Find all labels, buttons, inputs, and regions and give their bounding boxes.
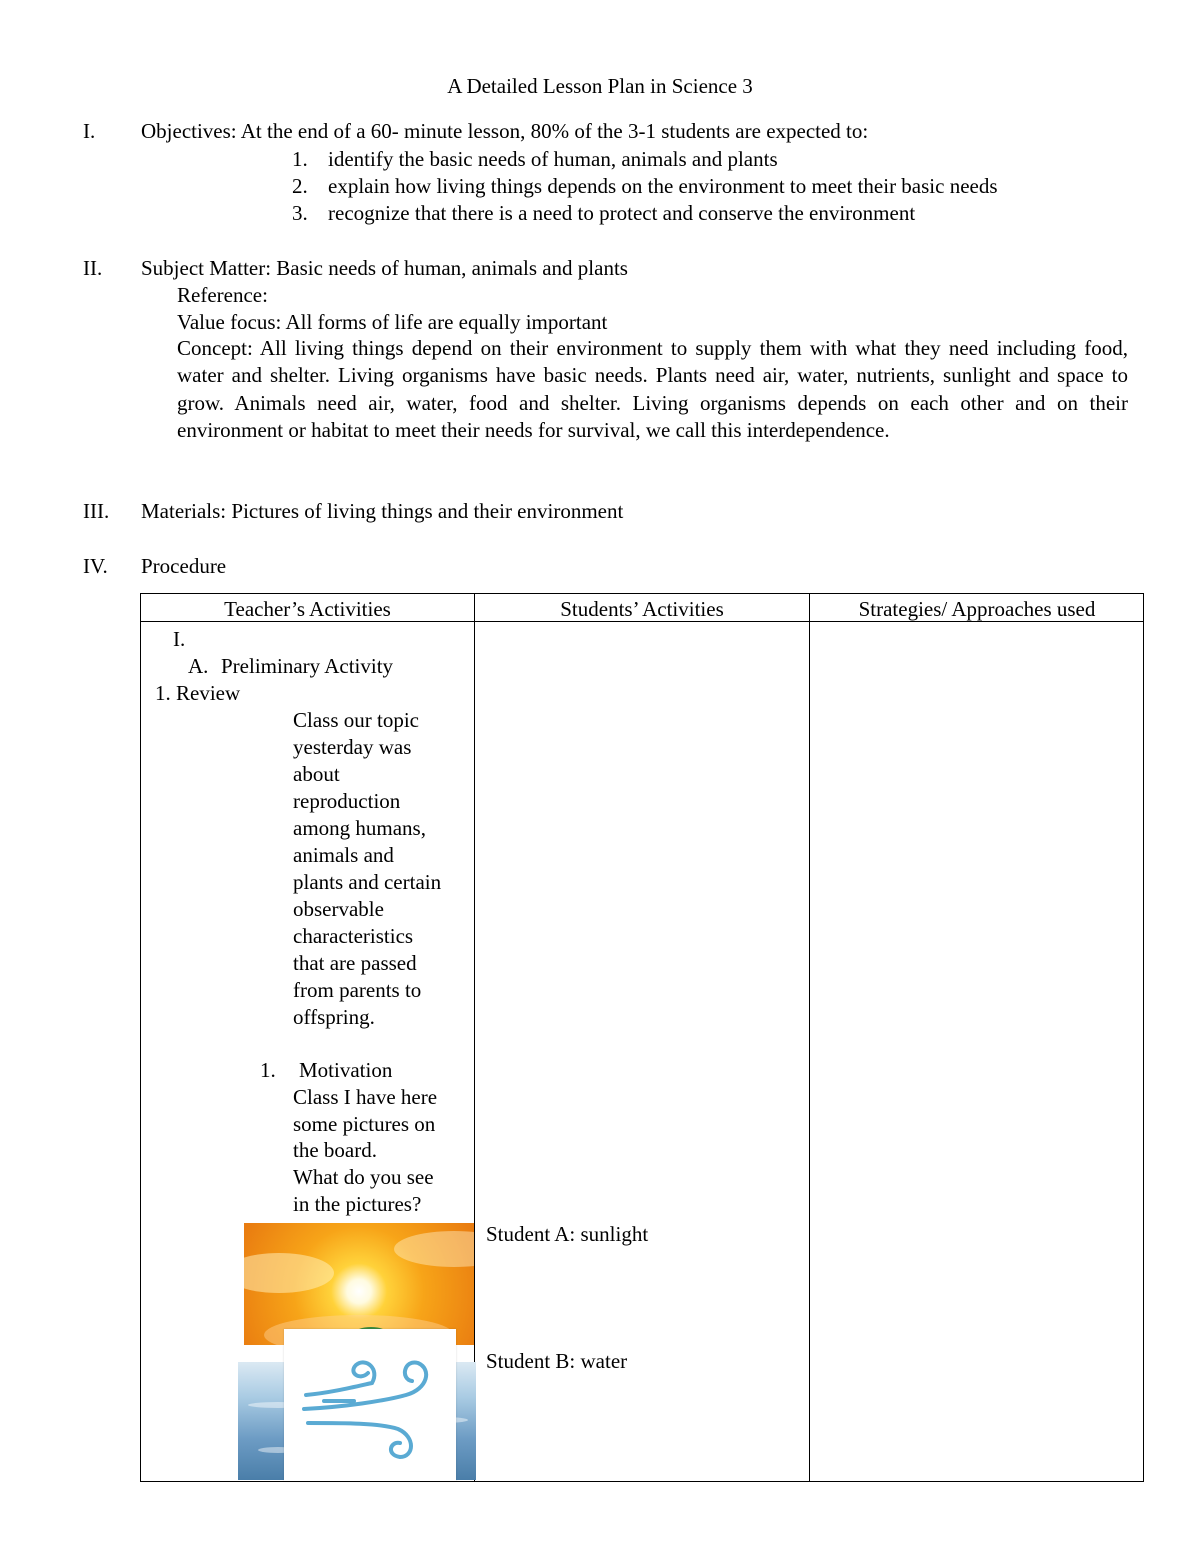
wind-icon (284, 1329, 456, 1481)
review-line: offspring. (293, 1005, 375, 1029)
sun-image (244, 1223, 474, 1345)
motivation-line: What do you see (293, 1165, 434, 1189)
header-teacher-activities: Teacher’s Activities (224, 597, 391, 621)
review-line: yesterday was (293, 735, 412, 759)
motivation-line: Class I have here (293, 1085, 438, 1109)
objectives-heading: Objectives: At the end of a 60- minute lesson, 80% of the 3-1 students are expected to: (141, 119, 869, 143)
cloud-shape (394, 1231, 474, 1267)
materials-heading: Materials: Pictures of living things and their environment (141, 499, 624, 523)
review-line: observable (293, 897, 384, 921)
review-line: about (293, 762, 340, 786)
section-letter: A. (188, 654, 209, 678)
review-title: 1. Review (155, 681, 241, 705)
motivation-number: 1. (260, 1058, 276, 1082)
materials-numeral: III. (83, 499, 110, 523)
student-a-answer: Student A: sunlight (486, 1222, 649, 1246)
column-divider (474, 594, 475, 1481)
wind-stroke (306, 1362, 374, 1395)
teacher-roman: I. (173, 627, 186, 651)
subject-matter-heading: Subject Matter: Basic needs of human, animals and plants (141, 256, 628, 280)
cloud-shape (244, 1253, 334, 1293)
motivation-title: Motivation (299, 1058, 393, 1082)
wind-stroke (308, 1423, 411, 1457)
procedure-heading: Procedure (141, 554, 227, 578)
document-title: A Detailed Lesson Plan in Science 3 (447, 74, 753, 98)
value-focus: Value focus: All forms of life are equally important (177, 310, 608, 334)
review-line: that are passed (293, 951, 417, 975)
review-line: Class our topic (293, 708, 419, 732)
objective-number: 2. (292, 174, 308, 198)
wind-svg (284, 1329, 456, 1481)
motivation-line: in the pictures? (293, 1192, 422, 1216)
reference-label: Reference: (177, 283, 268, 307)
review-line: reproduction (293, 789, 401, 813)
objective-number: 1. (292, 147, 308, 171)
objective-item: identify the basic needs of human, animals and plants (328, 147, 778, 171)
student-b-answer: Student B: water (486, 1349, 628, 1373)
review-line: among humans, (293, 816, 426, 840)
procedure-table (140, 593, 1144, 1482)
objective-item: recognize that there is a need to protect and conserve the environment (328, 201, 916, 225)
review-line: animals and (293, 843, 394, 867)
review-line: from parents to (293, 978, 422, 1002)
review-line: characteristics (293, 924, 414, 948)
review-line: plants and certain (293, 870, 442, 894)
subject-matter-numeral: II. (83, 256, 103, 280)
procedure-numeral: IV. (83, 554, 108, 578)
preliminary-activity-title: Preliminary Activity (221, 654, 394, 678)
objective-item: explain how living things depends on the environment to meet their basic needs (328, 174, 998, 198)
motivation-line: some pictures on (293, 1112, 436, 1136)
objectives-numeral: I. (83, 119, 96, 143)
motivation-line: the board. (293, 1138, 377, 1162)
objective-number: 3. (292, 201, 308, 225)
header-students-activities: Students’ Activities (560, 597, 724, 621)
column-divider (809, 594, 810, 1481)
header-strategies: Strategies/ Approaches used (858, 597, 1096, 621)
concept-paragraph: Concept: All living things depend on their environment to supply them with what they need including food, water and shelter. Living organisms have basic needs. Plants need air, water, nutrients, sunlight and space to grow. Animals need air, water, food and shelter. Living organisms depends on each other and on their environment or habitat to meet their needs for survival, we call this interdependence. (177, 336, 1128, 442)
